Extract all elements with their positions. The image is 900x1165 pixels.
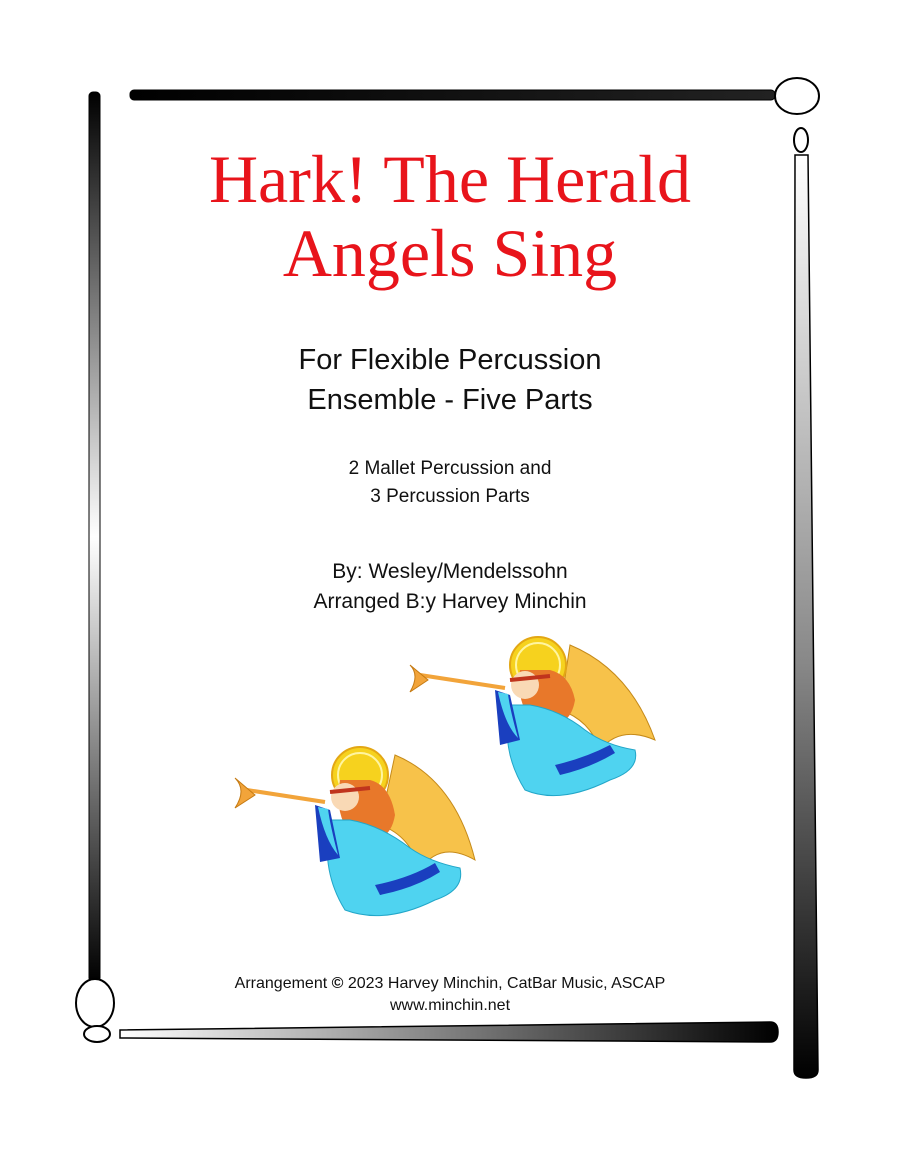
subtitle-line-1: For Flexible Percussion [298, 344, 602, 376]
website-link[interactable]: www.minchin.net [389, 997, 511, 1014]
footer [0, 973, 900, 1017]
parts-line-1: 2 Mallet Percussion and [348, 458, 552, 479]
subtitle [0, 340, 900, 420]
title-line-2: Angels Sing [282, 215, 618, 291]
page-title [0, 142, 900, 290]
instrumentation [0, 455, 900, 511]
copyright-notice [0, 973, 900, 995]
credits [0, 557, 900, 617]
trumpet-icon [235, 778, 325, 808]
arranger-credit: Arranged B:y Harvey Minchin [313, 590, 587, 613]
copyright-text: 2023 Harvey Minchin, CatBar Music, ASCAP [347, 975, 666, 992]
composer-credit: By: Wesley/Mendelssohn [332, 560, 568, 583]
drumstick-icon [84, 1022, 778, 1042]
angel-icon [235, 747, 475, 916]
copyright-prefix: Arrangement [234, 975, 332, 992]
parts-line-2: 3 Percussion Parts [370, 486, 530, 507]
mallet-icon [130, 78, 819, 114]
trumpet-icon [410, 665, 505, 692]
copyright-symbol: © [331, 975, 344, 992]
subtitle-line-2: Ensemble - Five Parts [307, 384, 593, 416]
angels-illustration [225, 630, 675, 940]
title-line-1: Hark! The Herald [208, 141, 692, 217]
angel-icon [410, 637, 655, 796]
